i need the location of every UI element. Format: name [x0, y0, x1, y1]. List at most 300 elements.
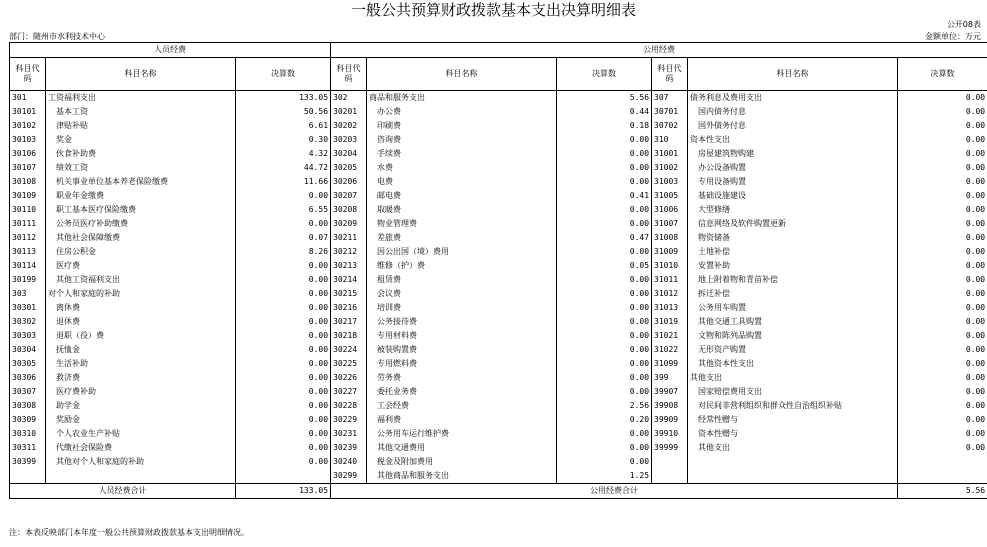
cell-amount — [898, 469, 987, 484]
cell-code: 30311 — [10, 441, 46, 455]
cell-name: 职业年金缴费 — [46, 189, 236, 203]
cell-amount: 0.00 — [236, 189, 331, 203]
cell-code: 30227 — [331, 385, 367, 399]
cell-code: 30106 — [10, 147, 46, 161]
table-row — [10, 301, 987, 315]
cell-code: 30103 — [10, 133, 46, 147]
cell-amount: 0.00 — [898, 91, 987, 106]
cell-amount — [898, 455, 987, 469]
cell-amount: 0.00 — [236, 441, 331, 455]
table-row — [10, 189, 987, 203]
cell-code: 30199 — [10, 273, 46, 287]
cell-name: 办公费 — [367, 105, 557, 119]
cell-name: 手续费 — [367, 147, 557, 161]
cell-name: 专用燃料费 — [367, 357, 557, 371]
table-row — [10, 105, 987, 119]
cell-amount: 50.56 — [236, 105, 331, 119]
cell-amount: 0.00 — [236, 371, 331, 385]
cell-amount: 0.00 — [898, 231, 987, 245]
cell-amount: 0.00 — [898, 385, 987, 399]
cell-name: 代缴社会保险费 — [46, 441, 236, 455]
cell-code: 30306 — [10, 371, 46, 385]
column-header-name: 科目名称 — [46, 58, 236, 91]
cell-code: 31001 — [652, 147, 688, 161]
cell-code: 30702 — [652, 119, 688, 133]
table-row — [10, 161, 987, 175]
cell-amount: 0.00 — [898, 119, 987, 133]
table-row — [10, 399, 987, 413]
cell-amount: 0.00 — [557, 133, 652, 147]
cell-name: 对民间非营利组织和群众性自治组织补贴 — [688, 399, 898, 413]
cell-amount: 0.00 — [557, 203, 652, 217]
cell-name: 其他支出 — [688, 371, 898, 385]
cell-amount: 0.00 — [898, 343, 987, 357]
cell-code: 30107 — [10, 161, 46, 175]
cell-code: 30239 — [331, 441, 367, 455]
cell-name: 物资储备 — [688, 231, 898, 245]
table-row — [10, 231, 987, 245]
expenditure-detail-table — [9, 42, 987, 499]
cell-name: 退休费 — [46, 315, 236, 329]
cell-amount: 0.00 — [557, 245, 652, 259]
cell-name: 税金及附加费用 — [367, 455, 557, 469]
cell-name: 离休费 — [46, 301, 236, 315]
cell-code: 30301 — [10, 301, 46, 315]
cell-code: 30101 — [10, 105, 46, 119]
cell-code — [652, 469, 688, 484]
cell-amount: 133.05 — [236, 91, 331, 106]
cell-name: 差旅费 — [367, 231, 557, 245]
column-header-code: 科目代码 — [331, 58, 367, 91]
column-header-code: 科目代码 — [10, 58, 46, 91]
cell-amount: 0.00 — [236, 427, 331, 441]
cell-amount: 0.00 — [898, 315, 987, 329]
cell-name: 个人农业生产补贴 — [46, 427, 236, 441]
cell-amount: 0.00 — [236, 399, 331, 413]
cell-name: 其他交通费用 — [367, 441, 557, 455]
cell-code: 31012 — [652, 287, 688, 301]
section-header-public: 公用经费 — [331, 43, 987, 58]
cell-name: 水费 — [367, 161, 557, 175]
cell-name: 房屋建筑物购建 — [688, 147, 898, 161]
cell-amount: 0.00 — [898, 413, 987, 427]
cell-code: 30205 — [331, 161, 367, 175]
cell-code: 31008 — [652, 231, 688, 245]
cell-name: 物业管理费 — [367, 217, 557, 231]
cell-amount: 0.00 — [898, 329, 987, 343]
cell-amount: 0.00 — [898, 133, 987, 147]
total-personnel-value: 133.05 — [236, 484, 331, 499]
cell-amount: 0.00 — [898, 287, 987, 301]
cell-amount: 0.00 — [236, 413, 331, 427]
cell-code: 31003 — [652, 175, 688, 189]
column-header-name: 科目名称 — [367, 58, 557, 91]
cell-code: 30209 — [331, 217, 367, 231]
cell-code: 30216 — [331, 301, 367, 315]
cell-code: 30203 — [331, 133, 367, 147]
table-row — [10, 217, 987, 231]
cell-amount: 0.00 — [236, 455, 331, 469]
cell-name: 其他工资福利支出 — [46, 273, 236, 287]
cell-name: 专用设备购置 — [688, 175, 898, 189]
cell-amount: 0.00 — [236, 357, 331, 371]
cell-amount: 0.00 — [898, 259, 987, 273]
unit-label: 金额单位：万元 — [925, 32, 981, 41]
cell-code: 30112 — [10, 231, 46, 245]
cell-code: 31022 — [652, 343, 688, 357]
cell-code: 39908 — [652, 399, 688, 413]
cell-name: 电费 — [367, 175, 557, 189]
cell-code: 30114 — [10, 259, 46, 273]
cell-amount: 0.00 — [557, 287, 652, 301]
cell-name: 公务用车购置 — [688, 301, 898, 315]
cell-name: 其他交通工具购置 — [688, 315, 898, 329]
cell-name: 债务利息及费用支出 — [688, 91, 898, 106]
cell-code: 30231 — [331, 427, 367, 441]
cell-name: 公务用车运行维护费 — [367, 427, 557, 441]
column-header-amount: 决算数 — [236, 58, 331, 91]
cell-name: 劳务费 — [367, 371, 557, 385]
table-row — [10, 441, 987, 455]
cell-name — [46, 469, 236, 484]
cell-amount: 0.00 — [557, 371, 652, 385]
cell-code — [10, 469, 46, 484]
cell-amount: 0.00 — [557, 147, 652, 161]
cell-code: 30204 — [331, 147, 367, 161]
total-public-label: 公用经费合计 — [331, 484, 898, 499]
cell-name: 委托业务费 — [367, 385, 557, 399]
cell-code: 30202 — [331, 119, 367, 133]
cell-amount: 0.00 — [557, 343, 652, 357]
cell-name: 会议费 — [367, 287, 557, 301]
cell-name: 资本性赠与 — [688, 427, 898, 441]
cell-name: 大型修缮 — [688, 203, 898, 217]
cell-amount: 0.00 — [236, 259, 331, 273]
column-header-amount: 决算数 — [557, 58, 652, 91]
cell-amount: 2.56 — [557, 399, 652, 413]
cell-name: 文物和陈列品购置 — [688, 329, 898, 343]
cell-code: 307 — [652, 91, 688, 106]
cell-name: 工会经费 — [367, 399, 557, 413]
total-personnel-label: 人员经费合计 — [10, 484, 236, 499]
section-header-personnel: 人员经费 — [10, 43, 331, 58]
cell-amount: 0.00 — [898, 175, 987, 189]
cell-code: 399 — [652, 371, 688, 385]
cell-code: 30302 — [10, 315, 46, 329]
cell-amount: 0.00 — [236, 217, 331, 231]
table-row — [10, 329, 987, 343]
cell-name: 基础设施建设 — [688, 189, 898, 203]
cell-name: 信息网络及软件购置更新 — [688, 217, 898, 231]
table-row — [10, 469, 987, 484]
cell-code: 31009 — [652, 245, 688, 259]
table-row — [10, 91, 987, 106]
cell-code: 31002 — [652, 161, 688, 175]
cell-amount: 0.00 — [236, 329, 331, 343]
cell-amount: 0.00 — [898, 441, 987, 455]
cell-code: 31010 — [652, 259, 688, 273]
cell-code: 30226 — [331, 371, 367, 385]
cell-name: 专用材料费 — [367, 329, 557, 343]
cell-code: 31019 — [652, 315, 688, 329]
cell-code: 30299 — [331, 469, 367, 484]
cell-name: 其他商品和服务支出 — [367, 469, 557, 484]
cell-name: 津贴补贴 — [46, 119, 236, 133]
table-row — [10, 385, 987, 399]
table-row — [10, 413, 987, 427]
cell-name: 安置补助 — [688, 259, 898, 273]
cell-amount: 0.00 — [557, 315, 652, 329]
cell-amount: 44.72 — [236, 161, 331, 175]
cell-name: 基本工资 — [46, 105, 236, 119]
cell-code: 303 — [10, 287, 46, 301]
cell-name: 其他对个人和家庭的补助 — [46, 455, 236, 469]
cell-code: 30310 — [10, 427, 46, 441]
cell-code: 30109 — [10, 189, 46, 203]
cell-name: 国家赔偿费用支出 — [688, 385, 898, 399]
cell-name: 印刷费 — [367, 119, 557, 133]
cell-amount: 0.05 — [557, 259, 652, 273]
cell-code: 310 — [652, 133, 688, 147]
cell-name: 培训费 — [367, 301, 557, 315]
total-public-value: 5.56 — [898, 484, 987, 499]
cell-code: 30399 — [10, 455, 46, 469]
cell-name: 资本性支出 — [688, 133, 898, 147]
cell-amount: 0.00 — [898, 217, 987, 231]
cell-amount: 0.00 — [898, 371, 987, 385]
cell-amount: 0.00 — [557, 357, 652, 371]
cell-amount: 0.00 — [898, 147, 987, 161]
cell-amount: 0.00 — [236, 301, 331, 315]
cell-amount: 0.00 — [898, 301, 987, 315]
cell-amount: 0.00 — [557, 427, 652, 441]
cell-code: 30309 — [10, 413, 46, 427]
cell-code: 30211 — [331, 231, 367, 245]
cell-code: 39999 — [652, 441, 688, 455]
cell-name: 伙食补助费 — [46, 147, 236, 161]
form-code: 公开08表 — [946, 20, 981, 29]
column-header-amount: 决算数 — [898, 58, 987, 91]
cell-amount: 5.56 — [557, 91, 652, 106]
cell-name: 生活补助 — [46, 357, 236, 371]
cell-name: 福利费 — [367, 413, 557, 427]
cell-name: 拆迁补偿 — [688, 287, 898, 301]
cell-code: 30201 — [331, 105, 367, 119]
cell-amount — [236, 469, 331, 484]
table-row — [10, 203, 987, 217]
cell-amount: 11.66 — [236, 175, 331, 189]
cell-name: 公务接待费 — [367, 315, 557, 329]
cell-code: 302 — [331, 91, 367, 106]
cell-name: 其他资本性支出 — [688, 357, 898, 371]
cell-name: 邮电费 — [367, 189, 557, 203]
cell-name: 奖励金 — [46, 413, 236, 427]
table-row — [10, 371, 987, 385]
cell-code: 30229 — [331, 413, 367, 427]
cell-name: 住房公积金 — [46, 245, 236, 259]
department-label: 部门：随州市水利技术中心 — [9, 32, 105, 41]
cell-code: 30218 — [331, 329, 367, 343]
cell-code: 39907 — [652, 385, 688, 399]
cell-name: 机关事业单位基本养老保险缴费 — [46, 175, 236, 189]
cell-amount: 0.00 — [557, 175, 652, 189]
cell-code: 30110 — [10, 203, 46, 217]
cell-code: 30102 — [10, 119, 46, 133]
table-row — [10, 455, 987, 469]
cell-code: 30208 — [331, 203, 367, 217]
cell-code: 30240 — [331, 455, 367, 469]
cell-code: 31021 — [652, 329, 688, 343]
cell-name: 医疗费补助 — [46, 385, 236, 399]
cell-name: 被装购置费 — [367, 343, 557, 357]
cell-amount: 0.00 — [898, 357, 987, 371]
cell-code: 30215 — [331, 287, 367, 301]
table-row — [10, 357, 987, 371]
cell-code: 31007 — [652, 217, 688, 231]
cell-code: 39909 — [652, 413, 688, 427]
cell-code: 31005 — [652, 189, 688, 203]
cell-code: 30228 — [331, 399, 367, 413]
cell-name: 商品和服务支出 — [367, 91, 557, 106]
cell-name: 救济费 — [46, 371, 236, 385]
cell-name: 办公设备购置 — [688, 161, 898, 175]
cell-code: 30225 — [331, 357, 367, 371]
cell-amount: 0.00 — [236, 343, 331, 357]
cell-amount: 0.00 — [236, 315, 331, 329]
table-row — [10, 175, 987, 189]
cell-code: 301 — [10, 91, 46, 106]
footnote: 注：本表反映部门本年度一般公共预算财政拨款基本支出明细情况。 — [9, 528, 249, 537]
cell-amount: 0.00 — [898, 105, 987, 119]
cell-code: 30224 — [331, 343, 367, 357]
cell-name: 医疗费 — [46, 259, 236, 273]
cell-code: 30303 — [10, 329, 46, 343]
cell-amount: 0.00 — [557, 441, 652, 455]
cell-code: 30304 — [10, 343, 46, 357]
cell-code: 30206 — [331, 175, 367, 189]
cell-amount: 0.00 — [898, 203, 987, 217]
cell-amount: 8.26 — [236, 245, 331, 259]
cell-amount: 0.00 — [898, 189, 987, 203]
cell-amount: 0.00 — [898, 161, 987, 175]
cell-name: 国内债务付息 — [688, 105, 898, 119]
cell-amount: 0.00 — [236, 287, 331, 301]
table-row — [10, 273, 987, 287]
cell-code: 30217 — [331, 315, 367, 329]
cell-amount: 0.00 — [557, 273, 652, 287]
cell-amount: 0.00 — [557, 301, 652, 315]
cell-code: 30214 — [331, 273, 367, 287]
cell-amount: 4.32 — [236, 147, 331, 161]
cell-name: 租赁费 — [367, 273, 557, 287]
cell-amount: 0.00 — [557, 329, 652, 343]
cell-amount: 0.00 — [557, 161, 652, 175]
cell-code: 30305 — [10, 357, 46, 371]
cell-code: 30701 — [652, 105, 688, 119]
report-title: 一般公共预算财政拨款基本支出决算明细表 — [350, 1, 636, 19]
cell-name — [688, 455, 898, 469]
cell-amount: 0.18 — [557, 119, 652, 133]
cell-name: 经常性赠与 — [688, 413, 898, 427]
cell-name: 咨询费 — [367, 133, 557, 147]
cell-name: 其他支出 — [688, 441, 898, 455]
cell-amount: 6.61 — [236, 119, 331, 133]
table-row — [10, 343, 987, 357]
cell-amount: 0.00 — [898, 427, 987, 441]
cell-name: 维修（护）费 — [367, 259, 557, 273]
cell-amount: 0.00 — [557, 217, 652, 231]
cell-amount: 0.07 — [236, 231, 331, 245]
cell-name: 工资福利支出 — [46, 91, 236, 106]
cell-code: 30213 — [331, 259, 367, 273]
cell-amount: 0.00 — [557, 385, 652, 399]
table-row — [10, 147, 987, 161]
table-row — [10, 315, 987, 329]
cell-code: 30307 — [10, 385, 46, 399]
cell-amount: 0.30 — [236, 133, 331, 147]
cell-name: 奖金 — [46, 133, 236, 147]
cell-amount: 0.41 — [557, 189, 652, 203]
cell-name: 绩效工资 — [46, 161, 236, 175]
cell-code: 30113 — [10, 245, 46, 259]
cell-code: 30108 — [10, 175, 46, 189]
cell-amount: 0.47 — [557, 231, 652, 245]
cell-amount: 6.55 — [236, 203, 331, 217]
cell-code: 31013 — [652, 301, 688, 315]
cell-code: 31099 — [652, 357, 688, 371]
cell-name: 因公出国（境）费用 — [367, 245, 557, 259]
table-row — [10, 119, 987, 133]
cell-amount: 0.00 — [898, 399, 987, 413]
cell-name: 职工基本医疗保险缴费 — [46, 203, 236, 217]
cell-amount: 0.00 — [898, 245, 987, 259]
cell-name: 土地补偿 — [688, 245, 898, 259]
cell-code — [652, 455, 688, 469]
cell-name: 取暖费 — [367, 203, 557, 217]
cell-name: 地上附着物和青苗补偿 — [688, 273, 898, 287]
cell-amount: 1.25 — [557, 469, 652, 484]
cell-name: 助学金 — [46, 399, 236, 413]
table-row — [10, 427, 987, 441]
cell-amount: 0.20 — [557, 413, 652, 427]
table-row — [10, 259, 987, 273]
table-row — [10, 245, 987, 259]
cell-name: 对个人和家庭的补助 — [46, 287, 236, 301]
cell-name: 无形资产购置 — [688, 343, 898, 357]
cell-amount: 0.00 — [236, 273, 331, 287]
table-row — [10, 287, 987, 301]
cell-amount: 0.00 — [898, 273, 987, 287]
column-header-code: 科目代码 — [652, 58, 688, 91]
cell-amount: 0.00 — [557, 455, 652, 469]
column-header-name: 科目名称 — [688, 58, 898, 91]
cell-code: 30111 — [10, 217, 46, 231]
cell-name — [688, 469, 898, 484]
cell-name: 国外债务付息 — [688, 119, 898, 133]
cell-code: 39910 — [652, 427, 688, 441]
table-row — [10, 133, 987, 147]
cell-name: 公务员医疗补助缴费 — [46, 217, 236, 231]
cell-code: 31006 — [652, 203, 688, 217]
cell-name: 退职（役）费 — [46, 329, 236, 343]
cell-amount: 0.44 — [557, 105, 652, 119]
cell-code: 31011 — [652, 273, 688, 287]
cell-code: 30207 — [331, 189, 367, 203]
cell-amount: 0.00 — [236, 385, 331, 399]
cell-code: 30308 — [10, 399, 46, 413]
cell-name: 其他社会保障缴费 — [46, 231, 236, 245]
cell-name: 抚恤金 — [46, 343, 236, 357]
